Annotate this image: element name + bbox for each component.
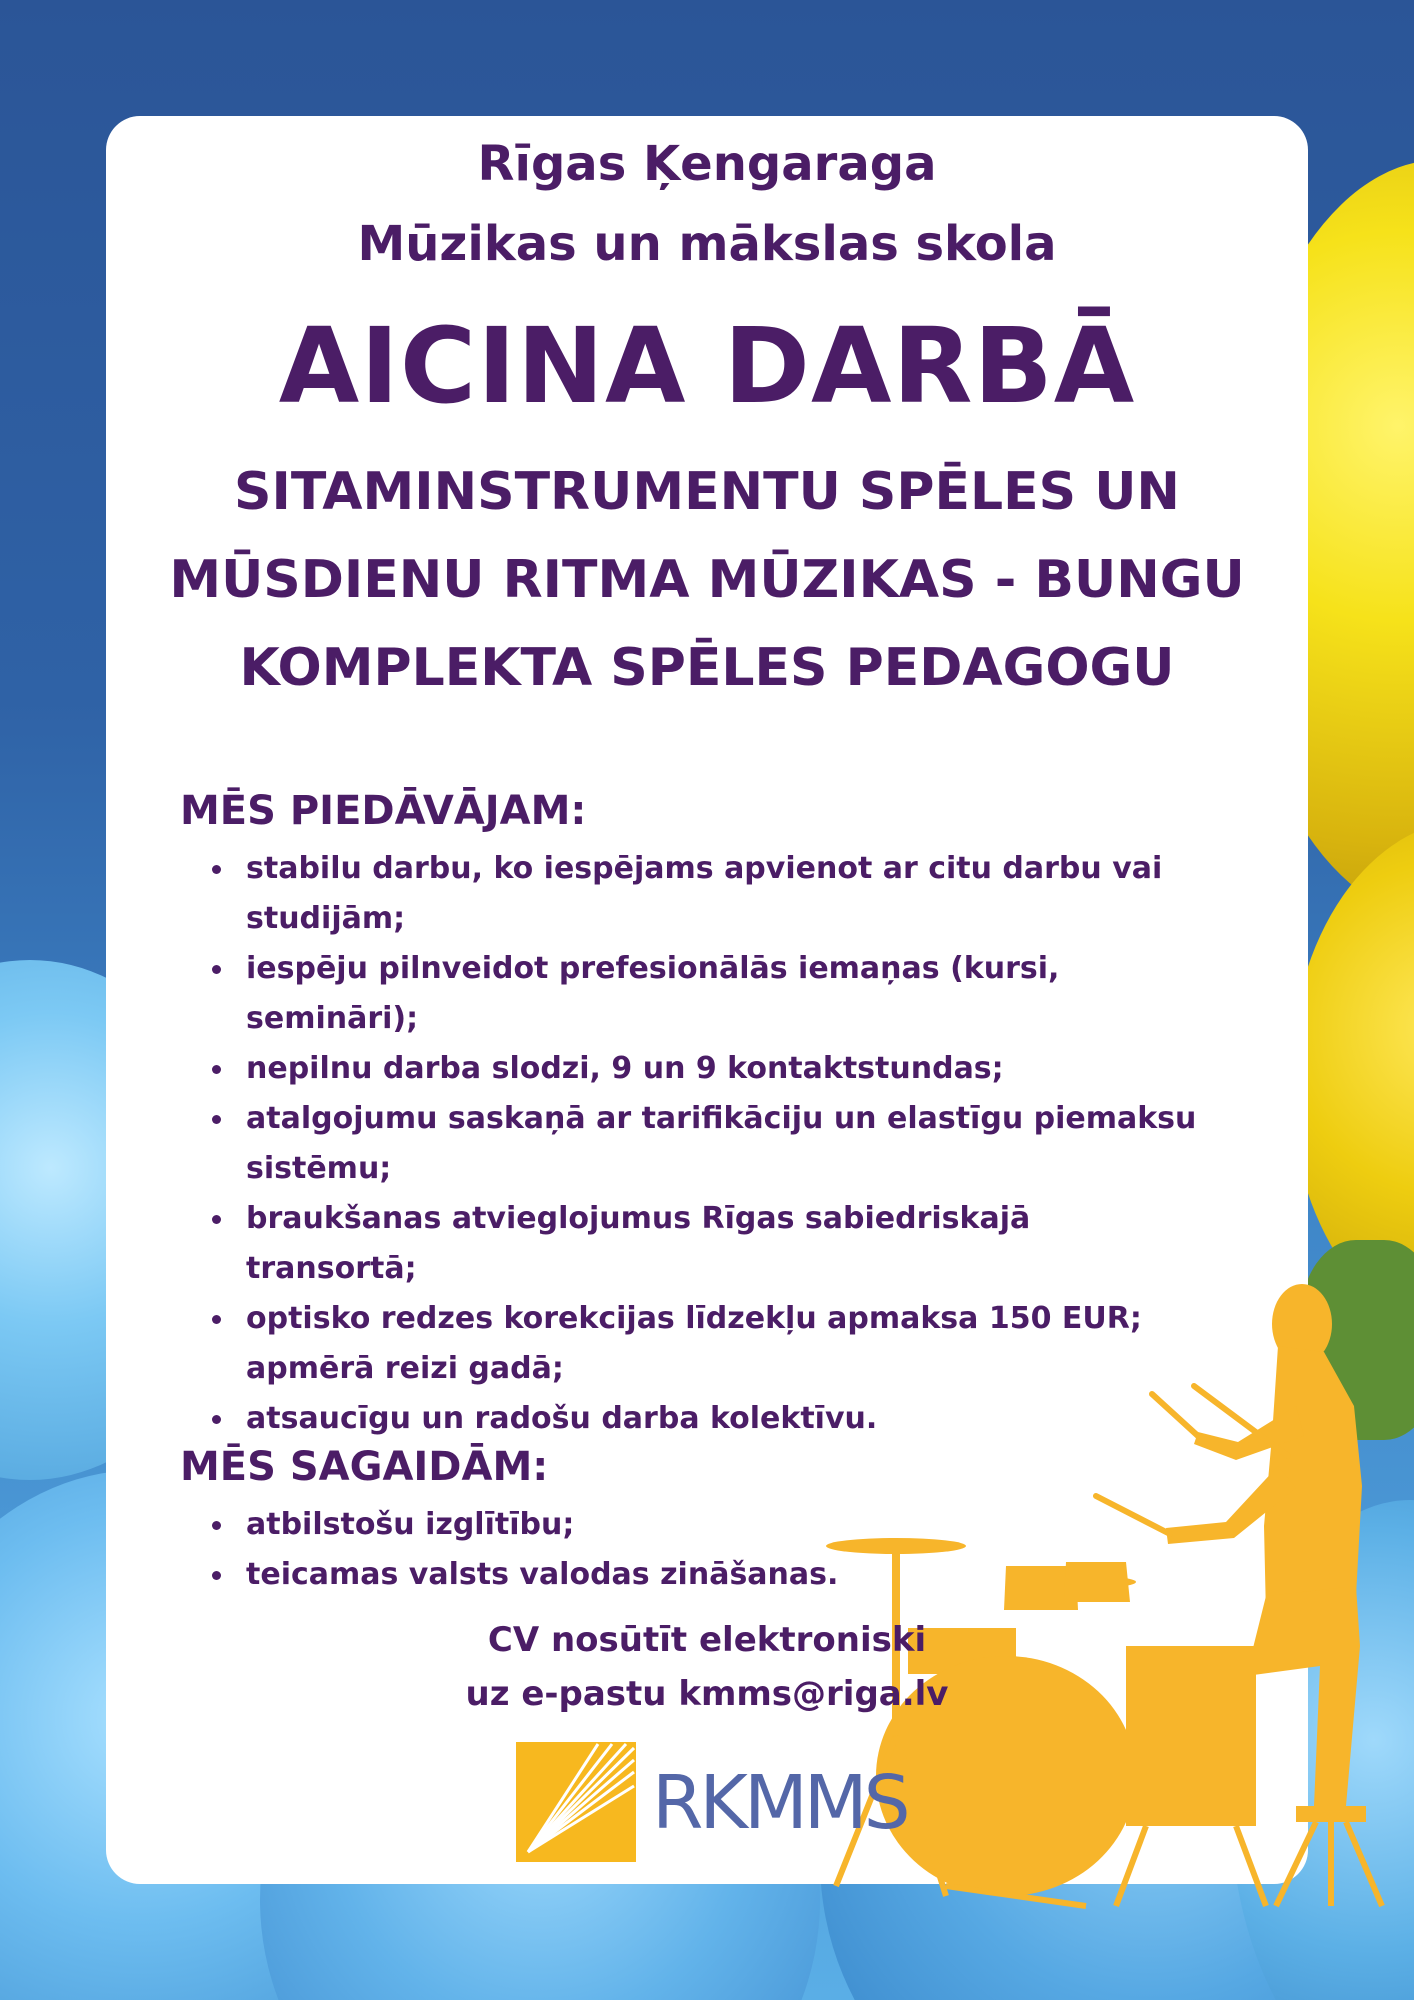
list-item: optisko redzes korekcijas līdzekļu apmaksa 150 EUR; apmērā reizi gadā; bbox=[246, 1294, 1200, 1394]
list-item: braukšanas atvieglojumus Rīgas sabiedriskajā transortā; bbox=[246, 1194, 1200, 1294]
school-logo bbox=[516, 1742, 916, 1866]
poster-card bbox=[106, 116, 1308, 1884]
requirements-title: MĒS SAGAIDĀM: bbox=[180, 1444, 549, 1490]
contact-line-1: CV nosūtīt elektroniski bbox=[487, 1620, 927, 1660]
list-item: atalgojumu saskaņā ar tarifikāciju un elastīgu piemaksu sistēmu; bbox=[246, 1094, 1200, 1194]
list-item: atsaucīgu un radošu darba kolektīvu. bbox=[246, 1394, 1200, 1444]
position-title bbox=[106, 448, 1308, 712]
school-name-line-1: Rīgas Ķengaraga bbox=[477, 136, 937, 192]
school-name-line-2: Mūzikas un mākslas skola bbox=[357, 216, 1057, 272]
list-item: teicamas valsts valodas zināšanas. bbox=[246, 1550, 1200, 1600]
list-item: stabilu darbu, ko iespējams apvienot ar citu darbu vai studijām; bbox=[246, 844, 1200, 944]
position-title-line-1: SITAMINSTRUMENTU SPĒLES UN bbox=[234, 462, 1180, 522]
offer-title: MĒS PIEDĀVĀJAM: bbox=[180, 788, 587, 834]
requirements-list bbox=[180, 1500, 1200, 1600]
contact-email: uz e-pastu kmms@riga.lv bbox=[465, 1674, 949, 1714]
sunburst-logo-icon bbox=[516, 1742, 636, 1862]
position-title-line-3: KOMPLEKTA SPĒLES PEDAGOGU bbox=[239, 638, 1175, 698]
position-title-line-2: MŪSDIENU RITMA MŪZIKAS - BUNGU bbox=[169, 550, 1245, 610]
list-item: iespēju pilnveidot prefesionālās iemaņas (kursi, semināri); bbox=[246, 944, 1200, 1044]
headline: AICINA DARBĀ bbox=[278, 305, 1136, 427]
list-item: nepilnu darba slodzi, 9 un 9 kontaktstundas; bbox=[246, 1044, 1200, 1094]
list-item: atbilstošu izglītību; bbox=[246, 1500, 1200, 1550]
logo-text: RKMMS bbox=[652, 1760, 907, 1846]
offer-list bbox=[180, 844, 1200, 1444]
